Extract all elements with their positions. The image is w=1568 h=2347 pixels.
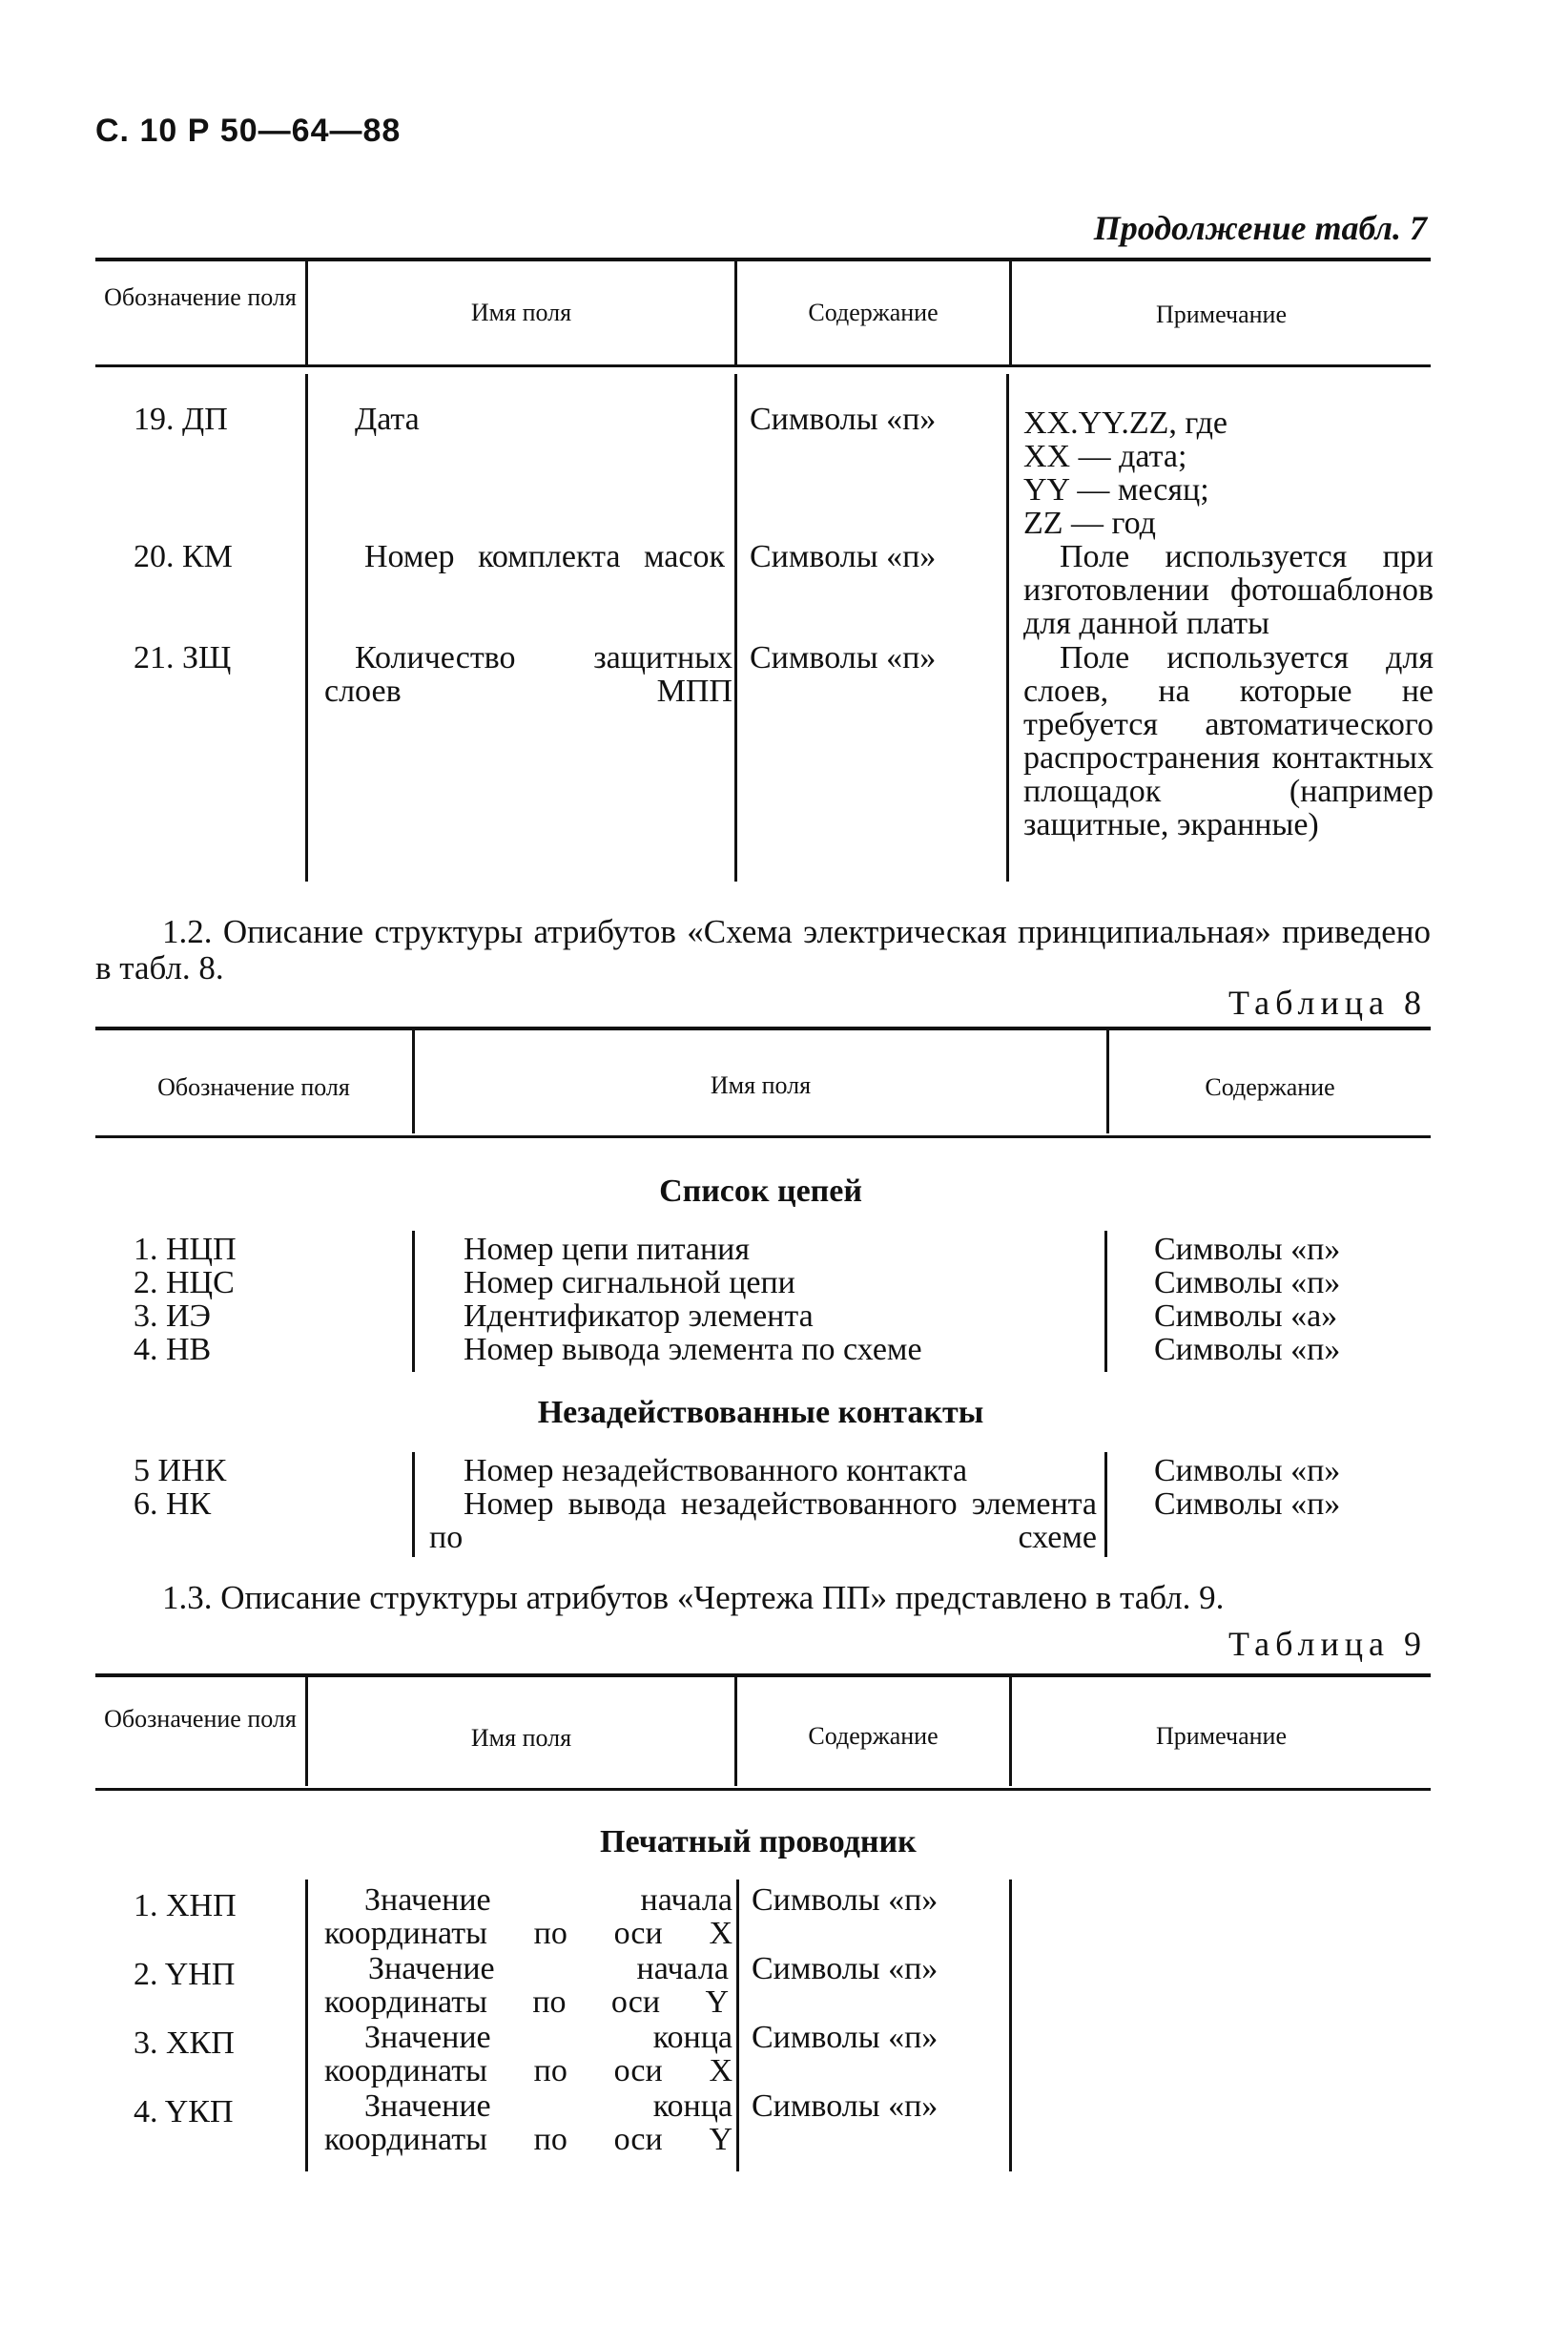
table-8-row-content: Символы «п» [1154, 1453, 1341, 1488]
table-9-header-rule [95, 1788, 1431, 1791]
table-8-header-name: Имя поля [710, 1071, 812, 1099]
table-8-row-name: Номер вывода элемента по схеме [464, 1332, 922, 1367]
table-7-row-note [1023, 406, 1434, 540]
table-7-col-divider [734, 374, 737, 882]
table-7-col-divider [305, 374, 308, 882]
table-8-top-rule [95, 1027, 1431, 1030]
table-9-row-name: Значение конца координаты по оси X [324, 2020, 732, 2088]
table-7-col-divider [1006, 374, 1009, 882]
table-8-row-code: 3. ИЭ [134, 1298, 211, 1334]
table-9-header-note: Примечание [1155, 1722, 1288, 1750]
table-9-header-content: Содержание [808, 1722, 939, 1750]
table-9-row-content: Символы «п» [752, 2088, 939, 2124]
table-9-row-code: 3. XКП [134, 2025, 235, 2061]
table-9-col-divider [305, 1880, 308, 2171]
table-8-row-content: Символы «п» [1154, 1265, 1341, 1300]
table-9-row-code: 1. XНП [134, 1888, 237, 1923]
table-7-row-code: 20. КМ [134, 539, 233, 574]
table-8-header-rule [95, 1135, 1431, 1138]
table-8-row-code: 2. НЦС [134, 1265, 235, 1300]
table-7-row-content: Символы «п» [750, 539, 937, 574]
table-8-row-code: 4. НВ [134, 1332, 212, 1367]
note-line: ZZ — год [1023, 506, 1156, 541]
note-line: XX — дата; [1023, 439, 1187, 474]
table-8-row-name: Идентификатор элемента [464, 1298, 814, 1334]
table-8-section-title: Незадействованные контакты [537, 1395, 984, 1430]
table-8-header-code: Обозначение поля [157, 1073, 350, 1101]
table-7-row-note: Поле используется при изготовлении фотошаблонов для данной платы [1023, 539, 1434, 641]
table-9-row-content: Символы «п» [752, 1951, 939, 1986]
table-7-header-note: Примечание [1155, 301, 1288, 328]
table-8-section-title: Список цепей [659, 1174, 862, 1209]
table-8-caption: Таблица 8 [1228, 984, 1427, 1022]
table-8-row-name: Номер незадействованного контакта [464, 1453, 968, 1488]
table-9-col-divider [736, 1880, 739, 2171]
table-9-section-title: Печатный проводник [600, 1824, 917, 1859]
table-9-row-code: 2. YНП [134, 1957, 236, 1992]
table-8-row-code: 1. НЦП [134, 1232, 237, 1267]
table-7-caption: Продолжение табл. 7 [1093, 209, 1427, 247]
table-7-top-rule [95, 258, 1431, 261]
table-8-row-code: 6. НК [134, 1486, 212, 1522]
table-9-row-name: Значение конца координаты по оси Y [324, 2088, 732, 2157]
table-7-header-rule [95, 364, 1431, 367]
table-7-row-code: 19. ДП [134, 402, 228, 437]
table-8-col-divider [412, 1452, 415, 1557]
table-8-col-divider [1104, 1452, 1107, 1557]
table-7-row-code: 21. ЗЩ [134, 640, 232, 675]
note-line: XX.YY.ZZ, где [1023, 405, 1228, 441]
table-8-header-content: Содержание [1205, 1073, 1335, 1101]
table-8-row-content: Символы «п» [1154, 1232, 1341, 1267]
table-8-col-divider [412, 1231, 415, 1372]
table-9-row-content: Символы «п» [752, 1882, 939, 1918]
table-7-row-content: Символы «п» [750, 402, 937, 437]
table-9-row-content: Символы «п» [752, 2020, 939, 2055]
table-8-row-content: Символы «а» [1154, 1298, 1338, 1334]
table-8-row-content: Символы «п» [1154, 1486, 1341, 1522]
table-8-row-name: Номер цепи питания [464, 1232, 750, 1267]
table-9-header-code: Обозначение поля [104, 1705, 297, 1733]
table-7-header-code: Обозначение поля [104, 283, 297, 311]
page-header: С. 10 Р 50—64—88 [95, 113, 402, 149]
table-8-row-code: 5 ИНК [134, 1453, 227, 1488]
table-7-header-content: Содержание [808, 299, 939, 326]
paragraph-1-3: 1.3. Описание структуры атрибутов «Чертежа ПП» представлено в табл. 9. [162, 1579, 1225, 1616]
table-8-row-name: Номер вывода незадействованного элемента по схеме [429, 1486, 1097, 1555]
table-7-row-content: Символы «п» [750, 640, 937, 675]
table-9-caption: Таблица 9 [1228, 1625, 1427, 1663]
note-line: YY — месяц; [1023, 472, 1209, 508]
table-7-header-name: Имя поля [470, 299, 572, 326]
table-7-row-note: Поле используется для слоев, на которые не требуется автоматического распространения контактных площадок (например защитные, экранные) [1023, 640, 1434, 842]
table-9-col-divider [1009, 1880, 1012, 2171]
table-9-top-rule [95, 1673, 1431, 1677]
table-8-col-divider [1104, 1231, 1107, 1372]
table-9-row-name: Значение начала координаты по оси Y [324, 1951, 729, 2020]
table-8-row-content: Символы «п» [1154, 1332, 1341, 1367]
paragraph-1-2: 1.2. Описание структуры атрибутов «Схема электрическая принципиальная» приведено в табл. 8. [95, 913, 1431, 987]
table-9-row-name: Значение начала координаты по оси X [324, 1882, 732, 1951]
table-9-header-name: Имя поля [470, 1724, 572, 1752]
table-8-row-name: Номер сигнальной цепи [464, 1265, 795, 1300]
table-9-row-code: 4. YКП [134, 2094, 234, 2129]
table-7-row-name: Дата [355, 402, 420, 437]
table-7-row-name: Номер комплекта масок [364, 539, 725, 574]
table-7-row-name: Количество защитных слоев МПП [324, 640, 732, 709]
